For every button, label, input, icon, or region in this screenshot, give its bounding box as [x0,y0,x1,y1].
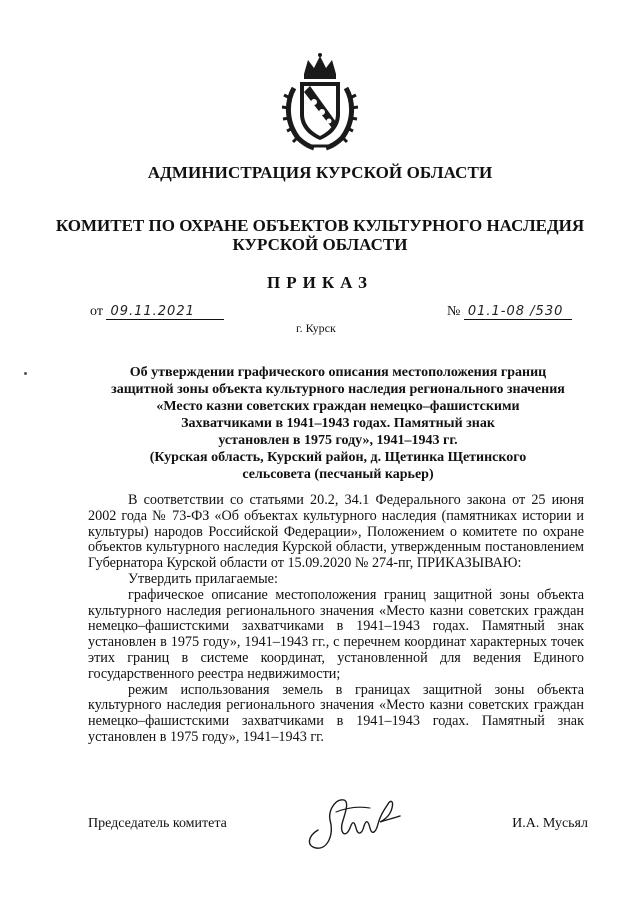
title-line: установлен в 1975 году», 1941–1943 гг. [218,433,458,448]
number-prefix: № [447,304,461,319]
number-value: 01.1-08 /530 [464,304,572,320]
committee-name-line1: КОМИТЕТ ПО ОХРАНЕ ОБЪЕКТОВ КУЛЬТУРНОГО НАСЛЕДИЯ [55,216,585,235]
order-title [88,364,588,483]
signature-block [88,816,588,876]
paragraph-legal-basis: В соответствии со статьями 20.2, 34.1 Федерального закона от 25 июня 2002 года № 73-ФЗ «Об объектах культурного наследия (памятниках истории и культуры) народов Российской Федерации», Положением о комитете по охране объектов культурного наследия Курской области, утвержденным постановлением Губернатора Курской области от 15.09.2020 № 274-пг, ПРИКАЗЫВАЮ: [88,492,584,572]
order-body [88,493,584,746]
organization-name: АДМИНИСТРАЦИЯ КУРСКОЙ ОБЛАСТИ [147,163,493,182]
paragraph-approve: Утвердить прилагаемые: [128,570,278,587]
date-prefix: от [90,304,103,319]
committee-name-line2: КУРСКОЙ ОБЛАСТИ [232,235,408,254]
order-number [447,304,572,320]
title-line: сельсовета (песчаный карьер) [242,467,434,482]
title-line: Захватчиками в 1941–1943 годах. Памятный знак [181,416,495,431]
handwritten-signature-icon [300,790,420,852]
signatory-position: Председатель комитета [88,816,227,831]
title-line: «Место казни советских граждан немецко–фашистскими [156,399,520,414]
title-line: Об утверждении графического описания местоположения границ [129,365,547,380]
date-value: 09.11.2021 [106,304,224,320]
coat-of-arms-icon [280,52,360,152]
document-type: ПРИКАЗ [267,273,373,292]
city: г. Курск [296,321,336,335]
title-line: (Курская область, Курский район, д. Щетинка Щетинского [149,450,527,465]
title-line: защитной зоны объекта культурного наследия регионального значения [111,382,565,397]
paragraph-graphic-description: графическое описание местоположения границ защитной зоны объекта культурного наследия регионального значения «Место казни советских граждан немецко–фашистскими захватчиками в 1941–1943 годах. Памятный знак установлен в 1975 году», 1941–1943 гг., с перечнем координат характерных точек этих границ в системе координат, установленной для ведения Единого государственного реестра недвижимости; [88,586,584,682]
order-date [90,304,224,320]
scan-artifact-dot [24,372,27,375]
signatory-name: И.А. Мусьял [512,816,588,831]
paragraph-land-use-regime: режим использования земель в границах защитной зоны объекта культурного наследия регионального значения «Место казни советских граждан немецко–фашистскими захватчиками в 1941–1943 годах. Памятный знак установлен в 1975 году», 1941–1943 гг. [88,681,584,745]
